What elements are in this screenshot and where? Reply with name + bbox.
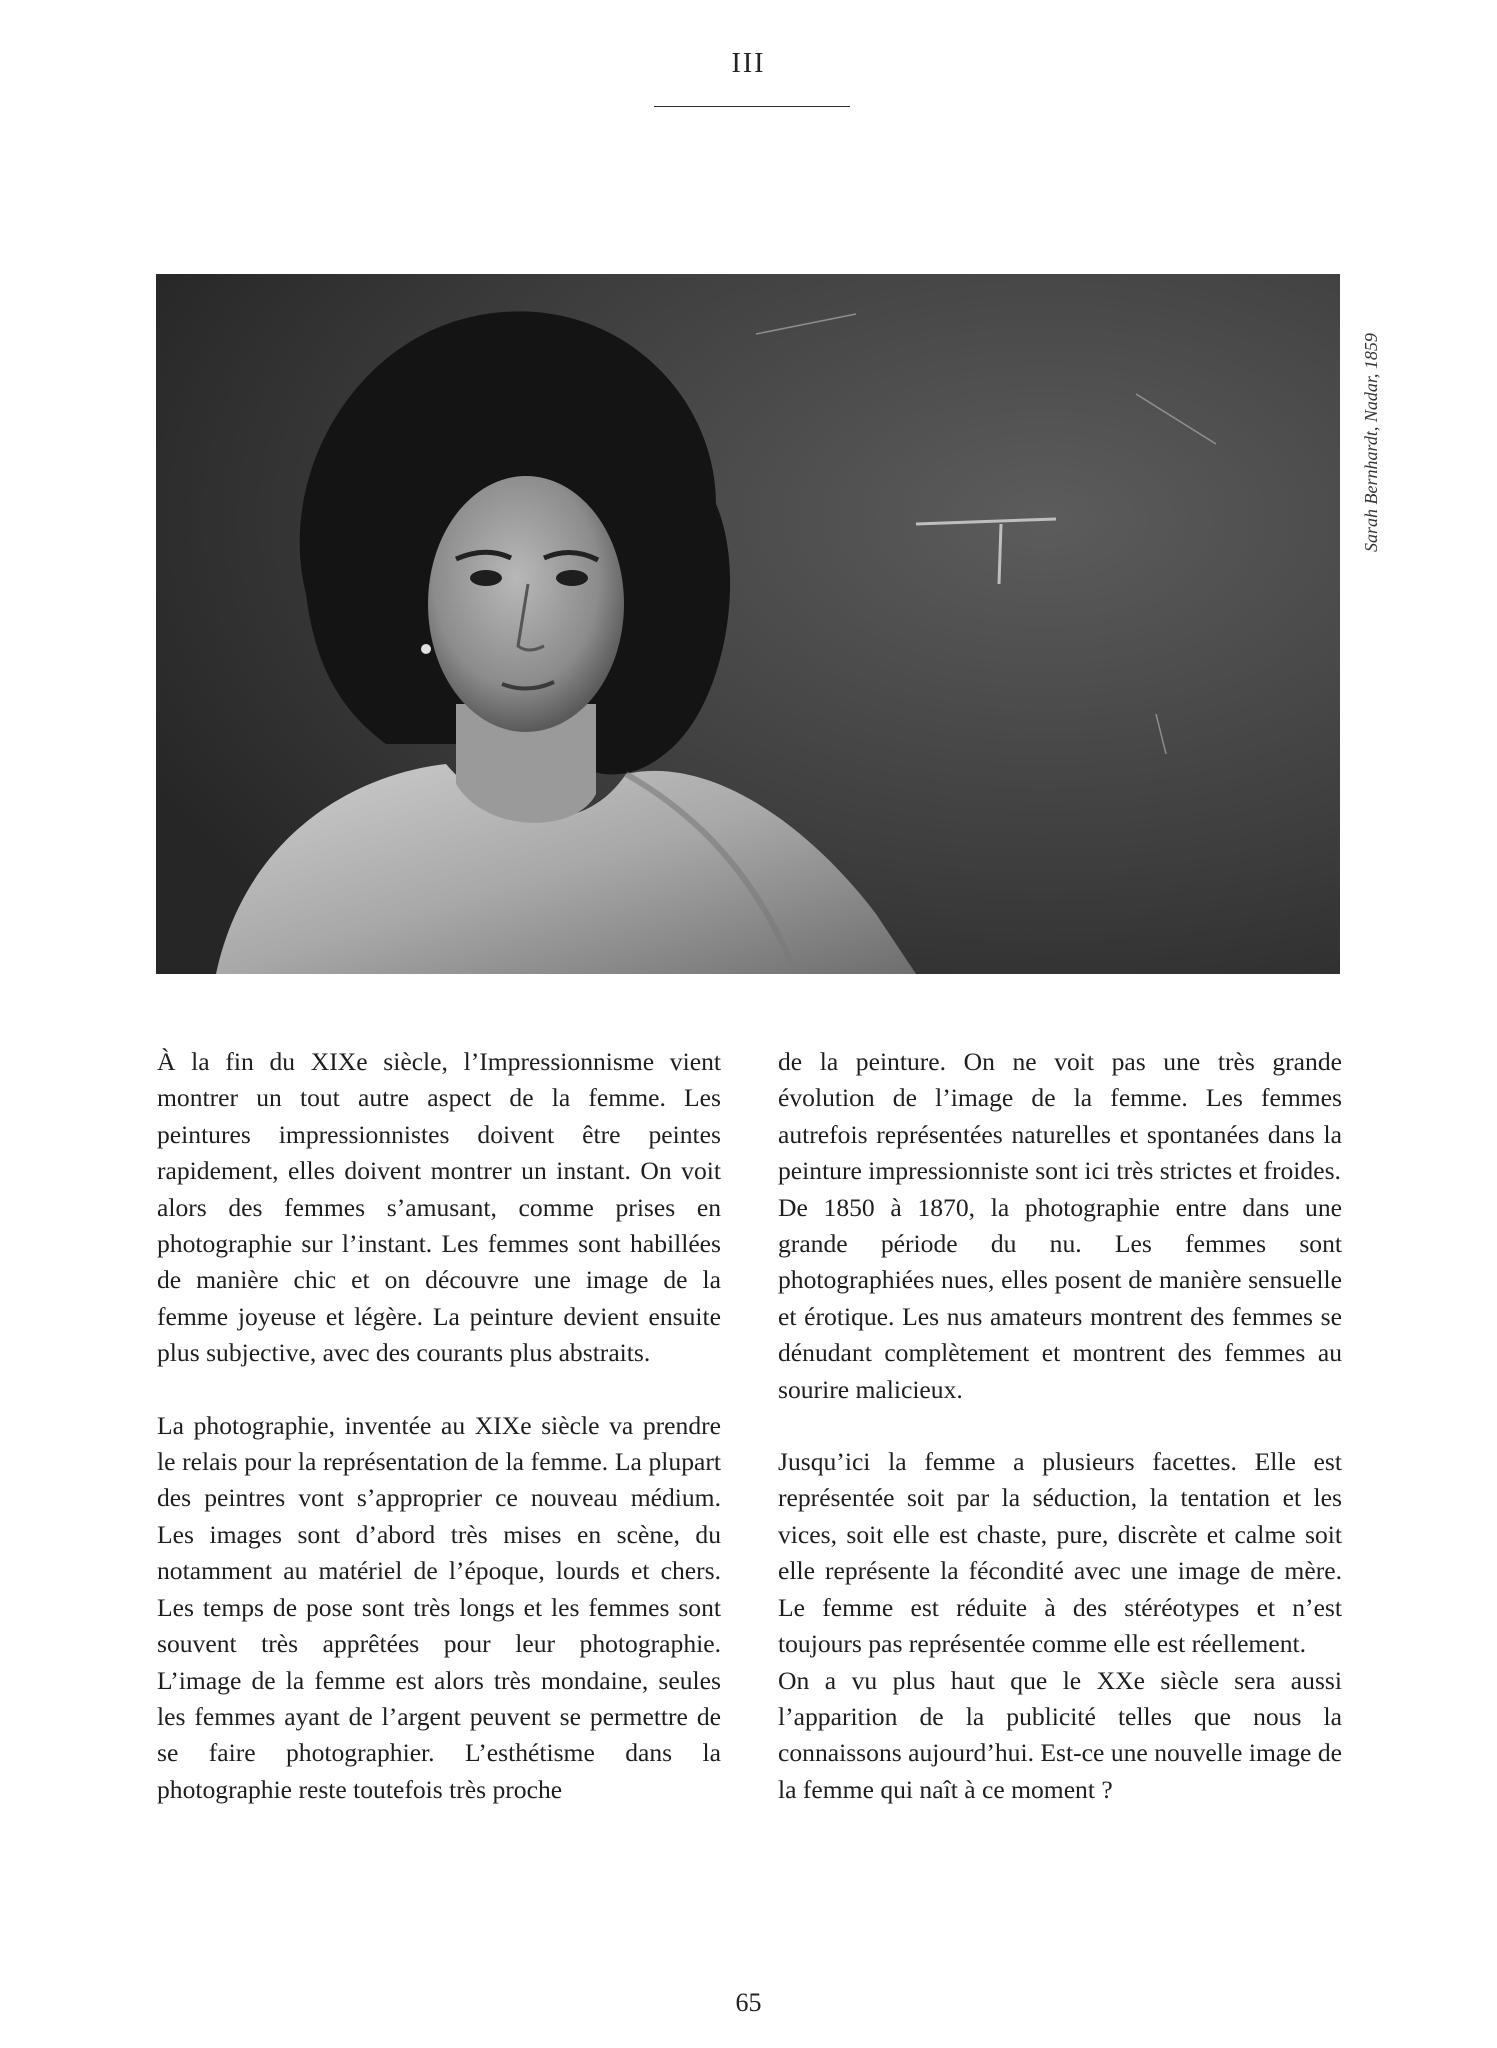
- paragraph: Jusqu’ici la femme a plusieurs facettes. Elle est représentée soit par la séduction, la tentation et les vices, soit elle est chaste, pure, discrète et calme soit elle représente la fécondité avec une image de mère. Le femme est réduite à des stéréotypes et n’est toujours pas représentée comme elle est réellement.: [778, 1447, 1342, 1659]
- paragraph: de la peinture. On ne voit pas une très grande évolution de l’image de la femme. Les femmes autrefois représentées naturelles et spontanées dans la peinture impressionniste sont ici très strictes et froides.: [778, 1047, 1342, 1186]
- page-number: 65: [735, 1988, 762, 2017]
- chapter-divider: [654, 106, 850, 107]
- paragraph: La photographie, inventée au XIXe siècle va prendre le relais pour la représentation de la femme. La plupart des peintres vont s’approprier ce nouveau médium. Les images sont d’abord très mises en scène, du notamment au matériel de l’époque, lourds et chers. Les temps de pose sont très longs et les femmes sont souvent très apprêtées pour leur photographie. L’image de la femme est alors très mondaine, seules les femmes ayant de l’argent peuvent se permettre de se faire photographier. L’esthétisme dans la photographie reste toutefois très proche: [157, 1410, 721, 1804]
- paragraph: À la fin du XIXe siècle, l’Impressionnisme vient montrer un tout autre aspect de la femme. Les peintures impressionnistes doivent être peintes rapidement, elles doivent montrer un instant. On voit alors des femmes s’amusant, comme prises en photographie sur l’instant. Les femmes sont habillées de manière chic et on découvre une image de la femme joyeuse et légère. La peinture devient ensuite plus subjective, avec des courants plus abstraits.: [157, 1047, 721, 1368]
- text-column-right: [778, 1044, 1342, 1808]
- paragraph: On a vu plus haut que le XXe siècle sera aussi l’apparition de la publicité telles que nous la connaissons aujourd’hui. Est-ce une nouvelle image de la femme qui naît à ce moment ?: [778, 1665, 1342, 1804]
- portrait-photograph: [156, 274, 1340, 974]
- chapter-number: III: [731, 48, 766, 79]
- paragraph: De 1850 à 1870, la photographie entre dans une grande période du nu. Les femmes sont photographiées nues, elles posent de manière sensuelle et érotique. Les nus amateurs montrent des femmes se dénudant complètement et montrent des femmes au sourire malicieux.: [778, 1192, 1342, 1404]
- photo-caption: Sarah Bernhardt, Nadar, 1859: [1361, 333, 1381, 552]
- portrait-photograph-drawing: [156, 274, 1340, 974]
- text-column-left: [157, 1044, 721, 1808]
